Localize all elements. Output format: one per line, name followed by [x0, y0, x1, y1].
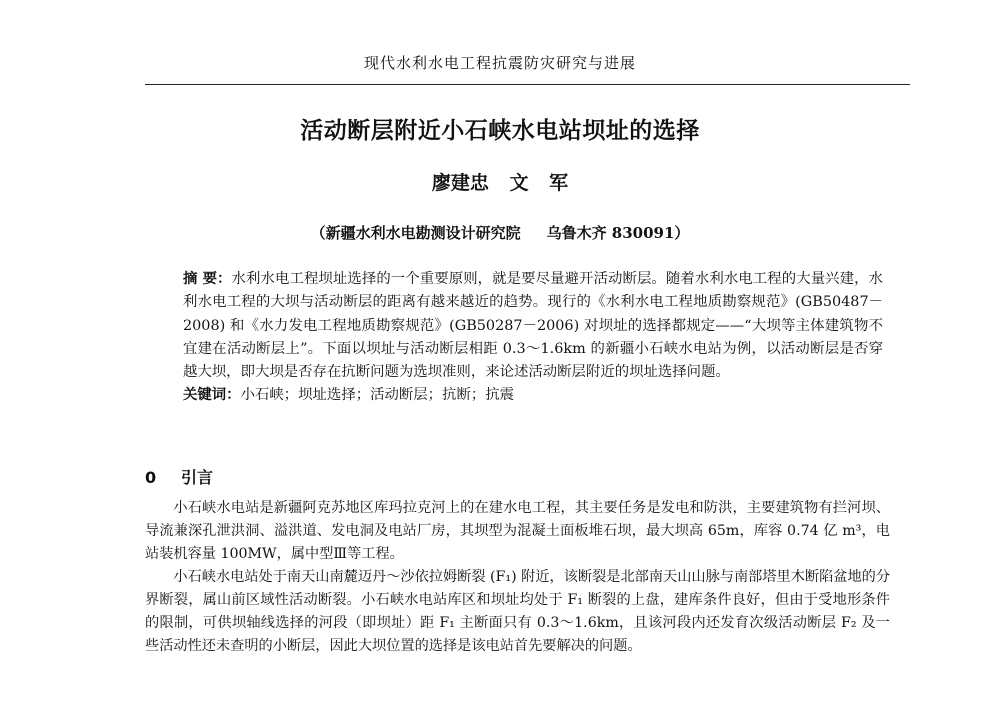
running-header: 现代水利水电工程抗震防灾研究与进展: [363, 54, 636, 72]
keywords: [183, 384, 883, 407]
abstract-label: 摘 要：: [183, 271, 232, 287]
affiliation: [0, 222, 1000, 243]
section-heading: [145, 465, 213, 488]
header-rule: [145, 84, 910, 85]
affiliation-institute: （新疆水利水电勘测设计研究院: [310, 224, 521, 242]
keywords-label: 关键词：: [183, 387, 241, 404]
keywords-text: 小石峡；坝址选择；活动断层；抗断；抗震: [240, 387, 515, 404]
affiliation-city: 乌鲁木齐 830091）: [546, 224, 690, 242]
paragraph-1: 小石峡水电站是新疆阿克苏地区库玛拉克河上的在建水电工程，其主要任务是发电和防洪，主要建筑物有拦河坝、导流兼深孔泄洪洞、溢洪道、发电洞及电站厂房，其坝型为混凝土面板堆石坝，最大坝高 65m，库容 0.74 亿 m³，电站装机容量 100MW，属中型Ⅲ等工程。: [145, 500, 890, 562]
abstract-block: [183, 268, 883, 408]
author-1: 廖建忠: [431, 172, 489, 194]
article-title: 活动断层附近小石峡水电站坝址的选择: [300, 118, 700, 144]
section-number: 0: [145, 468, 157, 487]
abstract: [183, 268, 883, 384]
authors: [0, 168, 1000, 195]
body-text: [145, 497, 890, 658]
paragraph-2: 小石峡水电站处于南天山南麓迈丹～沙依拉姆断裂 (F₁) 附近，该断裂是北部南天山山脉与南部塔里木断陷盆地的分界断裂，属山前区域性活动断裂。小石峡水电站库区和坝址均处于 F₁ 断裂的上盘，建库条件良好，但由于受地形条件的限制，可供坝轴线选择的河段（即坝址）距 F₁ 主断面只有 0.3～1.6km，且该河段内还发育次级活动断层 F₂ 及一些活动性还未查明的小断层，因此大坝位置的选择是该电站首先要解决的问题。: [145, 569, 891, 654]
section-title: 引言: [181, 468, 214, 487]
abstract-text: 水利水电工程坝址选择的一个重要原则，就是要尽量避开活动断层。随着水利水电工程的大量兴建，水利水电工程的大坝与活动断层的距离有越来越近的趋势。现行的《水利水电工程地质勘察规范》(GB50487－2008) 和《水力发电工程地质勘察规范》(GB50287－2006) 对坝址的选择都规定——“大坝等主体建筑物不宜建在活动断层上”。下面以坝址与活动断层相距 0.3～1.6km 的新疆小石峡水电站为例，以活动断层是否穿越大坝，即大坝是否存在抗断问题为选坝准则，来论述活动断层附近的坝址选择问题。: [183, 271, 883, 381]
author-2: 文 军: [509, 172, 569, 194]
